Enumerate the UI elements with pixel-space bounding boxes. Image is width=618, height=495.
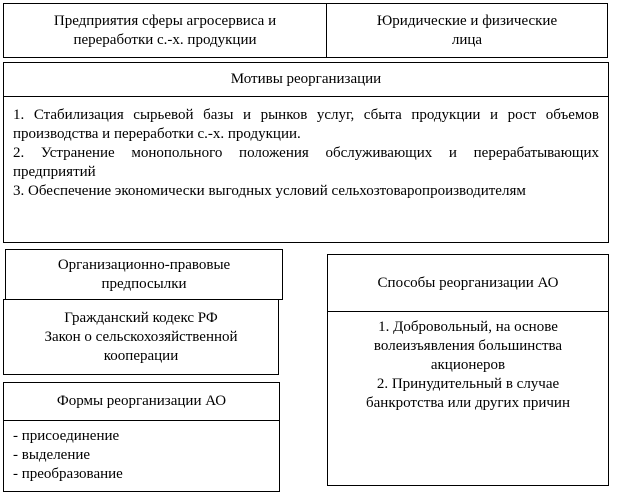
methods-title: Способы реорганизации АО xyxy=(377,274,559,291)
civil-code-line: Гражданский кодекс РФ xyxy=(64,309,218,326)
org-legal-title-line-2: предпосылки xyxy=(101,275,187,292)
legal-individuals-text xyxy=(377,12,557,50)
methods-content-box xyxy=(327,311,609,486)
motives-title: Мотивы реорганизации xyxy=(230,71,382,87)
form-item-transformation: - преобразование xyxy=(13,466,123,482)
org-legal-title-box xyxy=(5,249,283,300)
method-forced-line-2: банкротства или других причин xyxy=(366,395,570,411)
method-voluntary-line-2: волеизъявления большинства xyxy=(373,338,563,354)
org-legal-title-line-1: Организационно-правовые xyxy=(57,256,231,273)
motive-item-3: 3. Обеспечение экономически выгодных условий сельхозтоваропроизводителям xyxy=(13,183,526,199)
motives-content-box xyxy=(3,96,609,243)
org-legal-content-box xyxy=(3,299,279,375)
legal-individuals-line-2: лица xyxy=(451,31,483,48)
form-item-merger: - присоединение xyxy=(13,428,120,444)
org-legal-title xyxy=(58,256,230,294)
method-voluntary-line-1: 1. Добровольный, на основе xyxy=(378,319,558,335)
coop-law-line-2: кооперации xyxy=(103,347,179,364)
motive-item-2: 2. Устранение монопольного положения обслуживающих и перерабатывающих предприятий xyxy=(13,145,599,180)
motives-title-box xyxy=(3,62,609,97)
agroservice-line-2: переработки с.-х. продукции xyxy=(73,31,257,48)
legal-individuals-line-1: Юридические и физические xyxy=(376,12,558,29)
form-item-spinoff: - выделение xyxy=(13,447,91,463)
motive-item-1: 1. Стабилизация сырьевой базы и рынков услуг, сбыта продукции и рост объемов производства и переработки с.-х. продукции. xyxy=(13,107,599,142)
coop-law-line-1: Закон о сельскохозяйственной xyxy=(44,328,238,345)
agroservice-enterprises-text xyxy=(54,12,276,50)
agroservice-line-1: Предприятия сферы агросервиса и xyxy=(53,12,277,29)
legal-individuals-box xyxy=(326,3,608,58)
agroservice-enterprises-box xyxy=(3,3,327,58)
forms-title: Формы реорганизации АО xyxy=(56,393,227,409)
forms-title-box xyxy=(3,382,280,421)
method-forced-line-1: 2. Принудительный в случае xyxy=(376,376,560,392)
methods-title-box xyxy=(327,254,609,312)
forms-content-box xyxy=(3,420,280,492)
method-voluntary-line-3: акционеров xyxy=(430,357,506,373)
org-legal-content xyxy=(44,309,237,366)
